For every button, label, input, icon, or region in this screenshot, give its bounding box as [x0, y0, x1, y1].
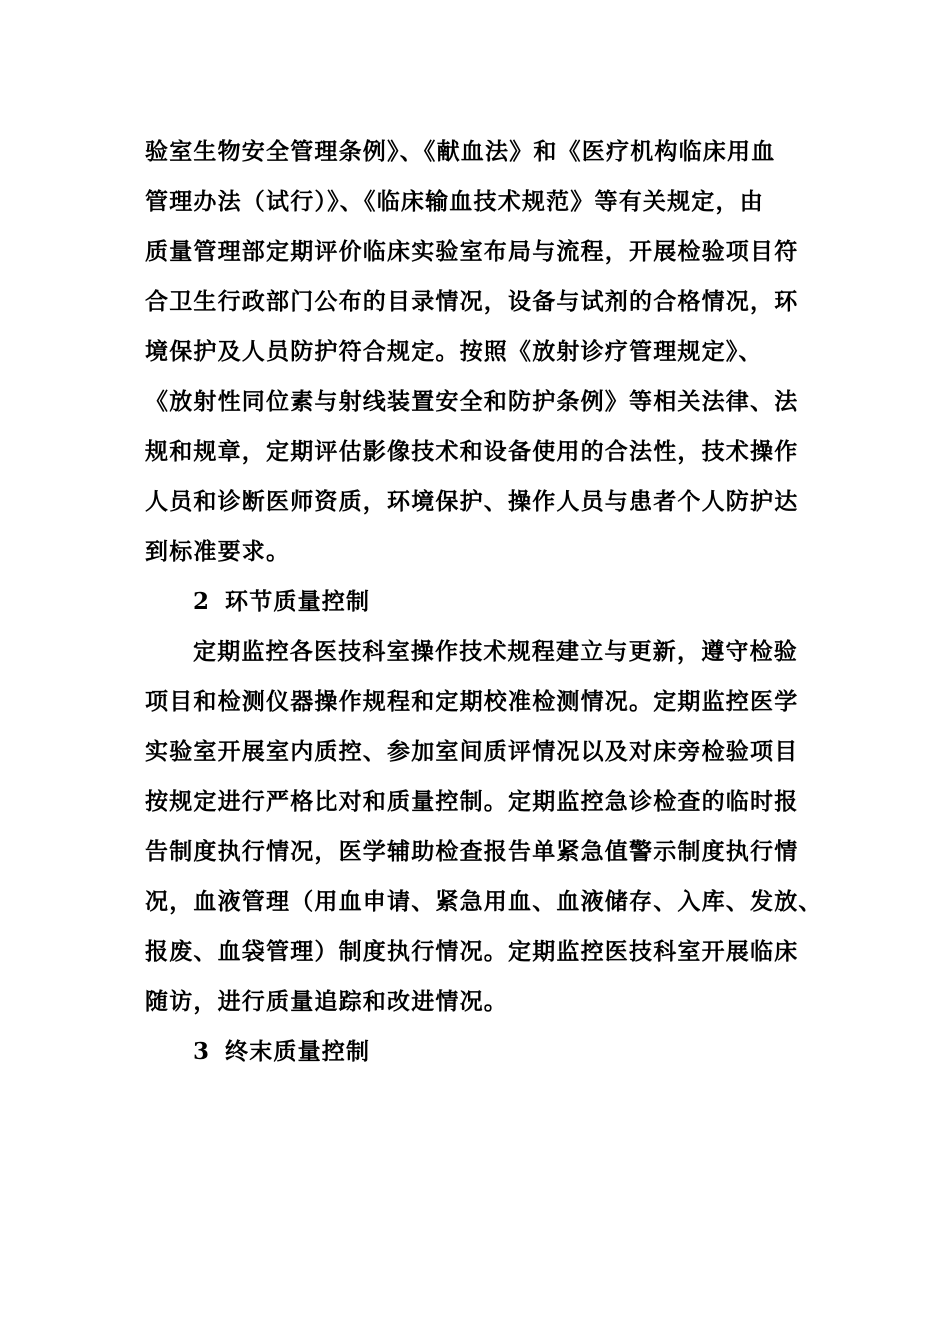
- body-line: 人员和诊断医师资质，环境保护、操作人员与患者个人防护达: [145, 488, 799, 515]
- body-line: 规和规章，定期评估影像技术和设备使用的合法性，技术操作: [145, 438, 799, 465]
- body-line: 管理办法（试行）》、《临床输血技术规范》等有关规定，由: [145, 188, 764, 215]
- body-line: 合卫生行政部门公布的目录情况，设备与试剂的合格情况，环: [145, 288, 799, 315]
- body-line: 《放射性同位素与射线装置安全和防护条例》等相关法律、法: [145, 388, 799, 415]
- section-number: 2: [193, 588, 211, 615]
- body-line: 况，血液管理（用血申请、紧急用血、血液储存、入库、发放、: [145, 888, 823, 915]
- body-line: 告制度执行情况，医学辅助检查报告单紧急值警示制度执行情: [145, 838, 799, 865]
- body-line: 验室生物安全管理条例》、《献血法》和《医疗机构临床用血: [145, 138, 776, 165]
- body-line: 质量管理部定期评价临床实验室布局与流程，开展检验项目符: [145, 238, 799, 265]
- body-line: 报废、血袋管理）制度执行情况。定期监控医技科室开展临床: [145, 938, 799, 965]
- body-line: 定期监控各医技科室操作技术规程建立与更新，遵守检验: [193, 638, 798, 665]
- section-number: 3: [193, 1038, 211, 1065]
- body-line: 随访，进行质量追踪和改进情况。: [145, 988, 508, 1015]
- section-title: 终末质量控制: [225, 1038, 371, 1065]
- section-title: 环节质量控制: [225, 588, 371, 615]
- body-line: 到标准要求。: [145, 538, 291, 565]
- body-line: 按规定进行严格比对和质量控制。定期监控急诊检查的临时报: [145, 788, 799, 815]
- body-line: 项目和检测仪器操作规程和定期校准检测情况。定期监控医学: [145, 688, 799, 715]
- body-line: 实验室开展室内质控、参加室间质评情况以及对床旁检验项目: [145, 738, 799, 765]
- section-heading-2: [193, 588, 873, 616]
- body-line: 境保护及人员防护符合规定。按照《放射诊疗管理规定》、: [145, 338, 763, 365]
- section-heading-3: [193, 1038, 873, 1066]
